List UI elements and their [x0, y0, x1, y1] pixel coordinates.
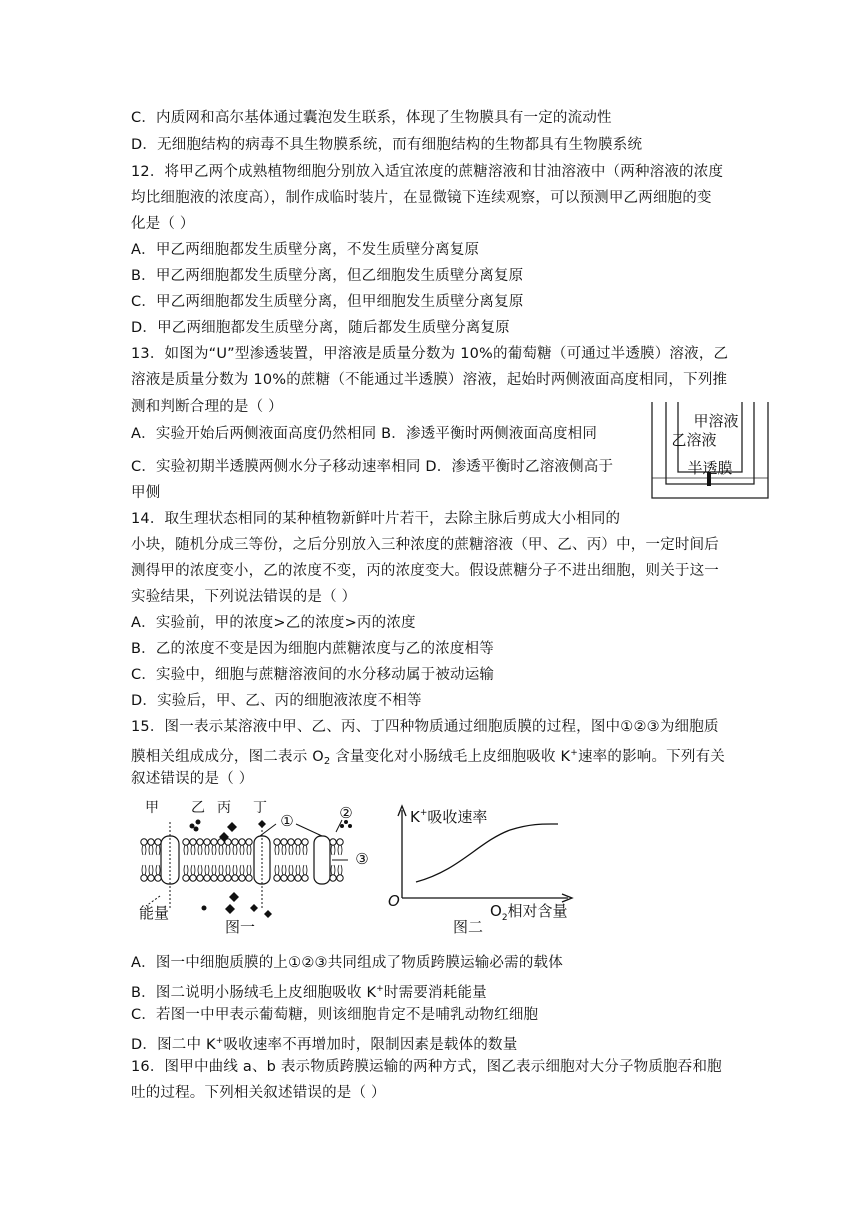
- phospholipid-tail: [233, 865, 237, 875]
- q12-option-b: B．甲乙两细胞都发生质壁分离，但乙细胞发生质壁分离复原: [131, 268, 524, 284]
- phospholipid-head: [155, 875, 161, 881]
- phospholipid-head: [288, 875, 294, 881]
- q13-stem-line3: 测和判断合理的是（ ）: [131, 399, 283, 415]
- phospholipid-head: [190, 839, 196, 845]
- ding-molecule: [250, 904, 258, 912]
- phospholipid-head: [295, 875, 301, 881]
- phospholipid-head: [190, 875, 196, 881]
- phospholipid-head: [288, 839, 294, 845]
- figure-two-caption: 图二: [452, 918, 484, 936]
- phospholipid-tail: [149, 865, 153, 875]
- q14-option-b: B．乙的浓度不变是因为细胞内蔗糖浓度与乙的浓度相等: [131, 641, 494, 657]
- integral-protein: [314, 836, 330, 884]
- phospholipid-tail: [240, 845, 244, 855]
- origin-label: O: [388, 892, 400, 910]
- q13-options-cd: C．实验初期半透膜两侧水分子移动速率相同 D．渗透平衡时乙溶液侧高于: [131, 459, 614, 475]
- phospholipid-head: [211, 839, 217, 845]
- phospholipid-tail: [191, 865, 195, 875]
- q15-option-d: D．图二中 K+吸收速率不再增加时，限制因素是载体的数量: [131, 1036, 518, 1053]
- q13-options-ab: A．实验开始后两侧液面高度仍然相同 B．渗透平衡时两侧液面高度相同: [131, 426, 598, 442]
- q15-option-c: C．若图一中甲表示葡萄糖，则该细胞肯定不是哺乳动物红细胞: [131, 1007, 539, 1023]
- q15-stem-line3: 叙述错误的是（ ）: [131, 771, 254, 787]
- phospholipid-tail: [212, 865, 216, 875]
- y-axis-label: K+吸收速率: [410, 808, 488, 826]
- phospholipid-tail: [142, 845, 146, 855]
- x-axis-label: $O_2$相对含量: [490, 902, 568, 923]
- phospholipid-head: [183, 839, 189, 845]
- phospholipid-head: [239, 875, 245, 881]
- label-jia-solution: 甲溶液: [693, 412, 739, 430]
- phospholipid-tail: [247, 865, 251, 875]
- ding-molecule: [258, 820, 266, 828]
- phospholipid-head: [302, 875, 308, 881]
- phospholipid-tail: [240, 865, 244, 875]
- phospholipid-head: [302, 839, 308, 845]
- phospholipid-head: [148, 875, 154, 881]
- label-jia: 甲: [145, 800, 159, 816]
- phospholipid-tail: [205, 845, 209, 855]
- phospholipid-head: [246, 839, 252, 845]
- phospholipid-head: [281, 839, 287, 845]
- q12-option-c: C．甲乙两细胞都发生质壁分离，但甲细胞发生质壁分离复原: [131, 294, 524, 310]
- q12-option-d: D．甲乙两细胞都发生质壁分离，随后都发生质壁分离复原: [131, 320, 510, 336]
- phospholipid-tail: [282, 845, 286, 855]
- q13-option-d-cont: 甲侧: [131, 485, 161, 501]
- phospholipid-head: [183, 875, 189, 881]
- phospholipid-head: [274, 875, 280, 881]
- yi-molecule: [202, 906, 207, 911]
- label-component-2: ②: [339, 804, 353, 822]
- phospholipid-head: [295, 839, 301, 845]
- q16-stem-line1: 16．图甲中曲线 a、b 表示物质跨膜运输的两种方式，图乙表示细胞对大分子物质胞吞和胞: [131, 1059, 722, 1075]
- phospholipid-tail: [296, 865, 300, 875]
- label-yi: 乙: [191, 800, 205, 816]
- phospholipid-tail: [219, 845, 223, 855]
- glycoprotein-chain: [348, 824, 352, 828]
- phospholipid-head: [197, 875, 203, 881]
- figure-one-membrane: [136, 796, 372, 940]
- q11-option-d: D．无细胞结构的病毒不具生物膜系统，而有细胞结构的生物都具有生物膜系统: [131, 137, 643, 153]
- phospholipid-tail: [191, 845, 195, 855]
- phospholipid-tail: [198, 865, 202, 875]
- q13-stem-line1: 13．如图为“U”型渗透装置，甲溶液是质量分数为 10%的葡萄糖（可通过半透膜）溶液，乙: [131, 346, 729, 362]
- q11-option-c: C．内质网和高尔基体通过囊泡发生联系，体现了生物膜具有一定的流动性: [131, 110, 612, 126]
- phospholipid-tail: [156, 845, 160, 855]
- phospholipid-tail: [226, 865, 230, 875]
- q13-stem-line2: 溶液是质量分数为 10%的蔗糖（不能通过半透膜）溶液，起始时两侧液面高度相同，下列推: [131, 372, 728, 388]
- phospholipid-head: [281, 875, 287, 881]
- ding-molecule: [264, 910, 272, 918]
- q14-option-d: D．实验后，甲、乙、丙的细胞液浓度不相等: [131, 693, 422, 709]
- phospholipid-head: [232, 839, 238, 845]
- bing-molecule: [227, 822, 237, 832]
- label-component-3: ③: [355, 850, 369, 868]
- phospholipid-tail: [331, 845, 335, 855]
- q16-stem-line2: 吐的过程。下列相关叙述错误的是（ ）: [131, 1085, 386, 1101]
- phospholipid-head: [274, 839, 280, 845]
- phospholipid-head: [197, 839, 203, 845]
- bing-molecule: [229, 892, 239, 902]
- phospholipid-tail: [233, 845, 237, 855]
- phospholipid-tail: [338, 865, 342, 875]
- q15-option-b: B．图二说明小肠绒毛上皮细胞吸收 K+时需要消耗能量: [131, 984, 487, 1001]
- phospholipid-head: [239, 839, 245, 845]
- phospholipid-tail: [156, 865, 160, 875]
- phospholipid-head: [337, 839, 343, 845]
- yi-molecule: [194, 827, 199, 832]
- label-yi-solution: 乙溶液: [671, 431, 717, 449]
- phospholipid-tail: [247, 845, 251, 855]
- label-component-1: ①: [280, 812, 294, 830]
- phospholipid-head: [155, 839, 161, 845]
- phospholipid-tail: [142, 865, 146, 875]
- phospholipid-tail: [303, 845, 307, 855]
- phospholipid-head: [148, 839, 154, 845]
- phospholipid-tail: [205, 865, 209, 875]
- bing-molecule: [225, 904, 235, 914]
- yi-molecule: [196, 820, 201, 825]
- q12-stem-line1: 12．将甲乙两个成熟植物细胞分别放入适宜浓度的蔗糖溶液和甘油溶液中（两种溶液的浓度: [131, 164, 724, 180]
- yi-molecule: [190, 824, 195, 829]
- phospholipid-head: [330, 839, 336, 845]
- phospholipid-head: [337, 875, 343, 881]
- phospholipid-tail: [184, 865, 188, 875]
- phospholipid-head: [141, 875, 147, 881]
- q14-option-c: C．实验中，细胞与蔗糖溶液间的水分移动属于被动运输: [131, 667, 495, 683]
- phospholipid-tail: [219, 865, 223, 875]
- phospholipid-head: [211, 875, 217, 881]
- phospholipid-tail: [184, 845, 188, 855]
- phospholipid-head: [218, 875, 224, 881]
- label-energy: 能量: [138, 904, 170, 922]
- label-semipermeable-membrane: 半透膜: [687, 459, 733, 477]
- phospholipid-tail: [226, 845, 230, 855]
- q15-stem-line1: 15．图一表示某溶液中甲、乙、丙、丁四种物质通过细胞质膜的过程，图中①②③为细胞质: [131, 719, 719, 735]
- phospholipid-head: [204, 875, 210, 881]
- q12-option-a: A．甲乙两细胞都发生质壁分离，不发生质壁分离复原: [131, 242, 480, 258]
- q14-option-a: A．实验前，甲的浓度>乙的浓度>丙的浓度: [131, 615, 416, 631]
- phospholipid-tail: [149, 845, 153, 855]
- phospholipid-tail: [212, 845, 216, 855]
- k-absorption-curve: [416, 824, 558, 882]
- phospholipid-head: [246, 875, 252, 881]
- q14-stem-line3: 测得甲的浓度变小，乙的浓度不变，丙的浓度变大。假设蔗糖分子不进出细胞，则关于这一: [131, 563, 719, 579]
- figure-one-caption: 图一: [224, 918, 256, 936]
- phospholipid-head: [232, 875, 238, 881]
- phospholipid-tail: [275, 865, 279, 875]
- phospholipid-head: [204, 839, 210, 845]
- phospholipid-tail: [275, 845, 279, 855]
- phospholipid-head: [330, 875, 336, 881]
- q12-stem-line3: 化是（ ）: [131, 216, 195, 232]
- phospholipid-tail: [282, 865, 286, 875]
- label-bing: 丙: [217, 800, 231, 816]
- phospholipid-head: [225, 875, 231, 881]
- phospholipid-tail: [303, 865, 307, 875]
- q14-stem-line2: 小块，随机分成三等份，之后分别放入三种浓度的蔗糖溶液（甲、乙、丙）中，一定时间后: [131, 537, 719, 553]
- q14-stem-line1: 14．取生理状态相同的某种植物新鲜叶片若干，去除主脉后剪成大小相同的: [131, 511, 621, 527]
- phospholipid-tail: [289, 865, 293, 875]
- glycoprotein-chain: [340, 824, 344, 828]
- q15-stem-line2: 膜相关组成成分，图二表示 $O_2$ 含量变化对小肠绒毛上皮细胞吸收 K+速率的影响。下列有关: [131, 748, 725, 767]
- phospholipid-tail: [338, 845, 342, 855]
- q12-stem-line2: 均比细胞液的浓度高），制作成临时装片，在显微镜下连续观察，可以预测甲乙两细胞的变: [131, 190, 712, 206]
- phospholipid-head: [141, 839, 147, 845]
- label-ding: 丁: [253, 800, 267, 816]
- q14-stem-line4: 实验结果，下列说法错误的是（ ）: [131, 589, 357, 605]
- phospholipid-tail: [198, 845, 202, 855]
- figure-two-graph: [382, 796, 582, 940]
- phospholipid-tail: [331, 865, 335, 875]
- u-tube-diagram: [646, 398, 776, 506]
- phospholipid-tail: [289, 845, 293, 855]
- phospholipid-tail: [296, 845, 300, 855]
- q15-option-a: A．图一中细胞质膜的上①②③共同组成了物质跨膜运输必需的载体: [131, 955, 563, 971]
- pointer-c1: [296, 824, 322, 836]
